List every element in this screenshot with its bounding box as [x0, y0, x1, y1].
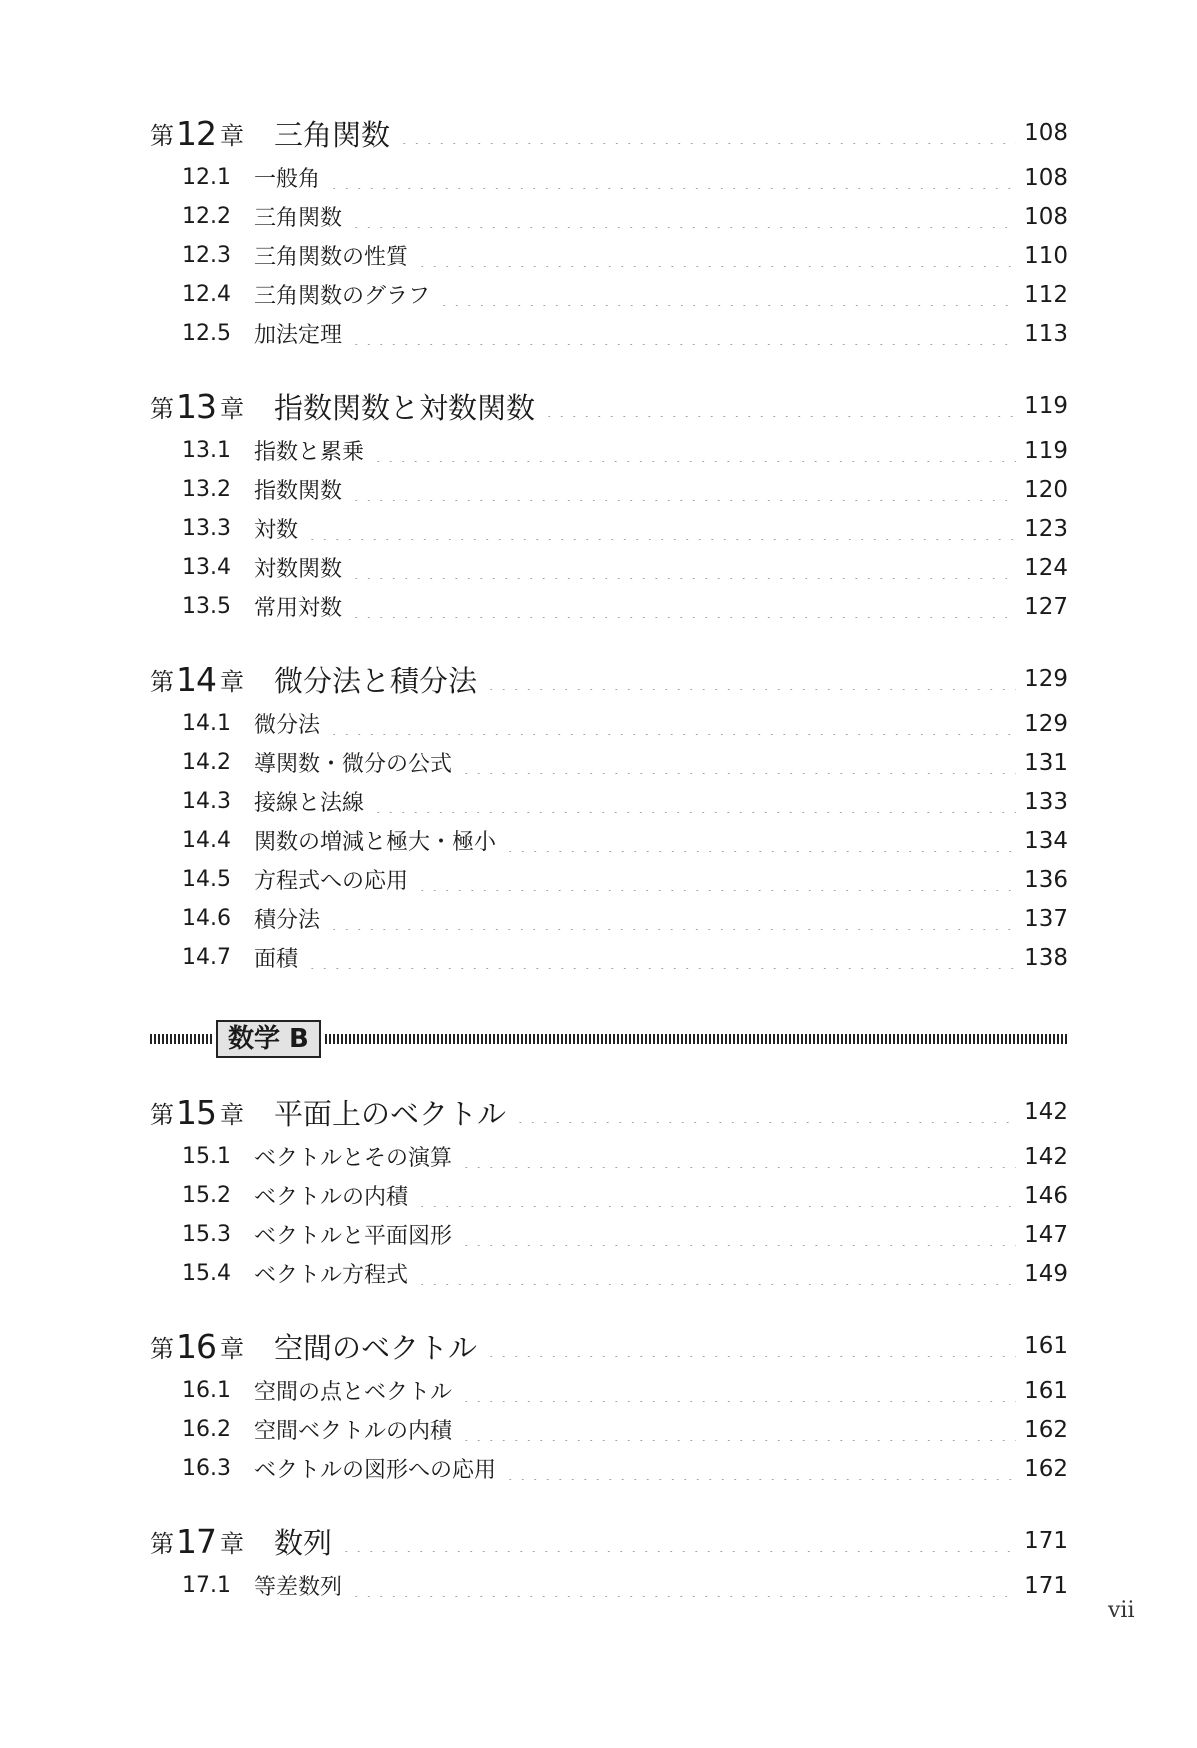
chapter-page: 129 [1024, 666, 1068, 692]
chapter-prefix: 第 [150, 394, 174, 423]
section-entry [150, 314, 1068, 353]
section-title: 一般角 [254, 167, 321, 192]
section-entry [150, 1566, 1068, 1605]
chapter-prefix: 第 [150, 1334, 174, 1363]
section-title: 接線と法線 [254, 791, 365, 816]
section-title: 等差数列 [254, 1575, 343, 1600]
section-number: 12.3 [182, 243, 231, 268]
chapter-prefix: 第 [150, 1529, 174, 1558]
section-page: 137 [1024, 905, 1068, 932]
dot-leader [306, 518, 1016, 540]
section-number: 14.2 [182, 750, 231, 775]
section-entry [150, 509, 1068, 548]
page-folio: vii [1108, 1598, 1135, 1623]
section-page: 161 [1024, 1377, 1068, 1404]
section-title: 指数と累乗 [254, 440, 365, 465]
section-page: 123 [1024, 515, 1068, 542]
chapter-prefix: 第 [150, 121, 174, 150]
section-number: 16.2 [182, 1417, 231, 1442]
section-page: 119 [1024, 437, 1068, 464]
chapter-title: 指数関数と対数関数 [274, 390, 536, 425]
section-page: 149 [1024, 1260, 1068, 1287]
section-page: 147 [1024, 1221, 1068, 1248]
chapter-page: 142 [1024, 1099, 1068, 1125]
section-page: 108 [1024, 164, 1068, 191]
dot-leader [350, 323, 1016, 345]
section-entry [150, 1215, 1068, 1254]
section-page: 113 [1024, 320, 1068, 347]
dot-leader [416, 1263, 1016, 1285]
dot-leader [485, 668, 1016, 690]
section-title: 導関数・微分の公式 [254, 752, 453, 777]
dot-leader [504, 1458, 1016, 1480]
dot-leader [543, 395, 1016, 417]
dot-leader [372, 791, 1016, 813]
chapter-title: 空間のベクトル [274, 1330, 478, 1365]
dot-leader [350, 596, 1016, 618]
chapter-number: 13 [176, 386, 216, 426]
section-entry [150, 236, 1068, 275]
section-title: 三角関数 [254, 206, 343, 231]
chapter-suffix: 章 [220, 1100, 244, 1129]
section-number: 13.3 [182, 516, 231, 541]
part-divider [150, 1019, 1068, 1059]
section-number: 16.1 [182, 1378, 231, 1403]
dot-leader [460, 752, 1016, 774]
section-title: 関数の増減と極大・極小 [254, 830, 497, 855]
section-number: 15.4 [182, 1261, 231, 1286]
section-title: 面積 [254, 947, 299, 972]
section-entry [150, 587, 1068, 626]
section-number: 14.4 [182, 828, 231, 853]
section-title: 常用対数 [254, 596, 343, 621]
chapter-page: 108 [1024, 120, 1068, 146]
dot-leader [504, 830, 1016, 852]
dot-leader [340, 1530, 1016, 1552]
section-title: ベクトルの図形への応用 [254, 1458, 497, 1483]
section-entry [150, 197, 1068, 236]
chapter-block [150, 1087, 1068, 1293]
chapter-title: 三角関数 [274, 117, 391, 152]
section-number: 12.5 [182, 321, 231, 346]
dot-leader [372, 440, 1016, 462]
chapter-block [150, 381, 1068, 626]
chapter-heading [150, 381, 1068, 431]
chapter-suffix: 章 [220, 667, 244, 696]
section-entry [150, 1410, 1068, 1449]
section-page: 110 [1024, 242, 1068, 269]
section-entry [150, 1176, 1068, 1215]
dot-leader [328, 908, 1016, 930]
section-number: 12.1 [182, 165, 231, 190]
section-entry [150, 275, 1068, 314]
section-number: 15.1 [182, 1144, 231, 1169]
section-number: 14.3 [182, 789, 231, 814]
toc-group-b [150, 1087, 1068, 1605]
chapter-heading [150, 108, 1068, 158]
section-title: ベクトルの内積 [254, 1185, 409, 1210]
section-entry [150, 1371, 1068, 1410]
section-title: 空間ベクトルの内積 [254, 1419, 453, 1444]
section-page: 129 [1024, 710, 1068, 737]
section-page: 133 [1024, 788, 1068, 815]
section-title: 加法定理 [254, 323, 343, 348]
chapter-suffix: 章 [220, 1334, 244, 1363]
section-number: 12.4 [182, 282, 231, 307]
part-label: 数学 B [216, 1020, 321, 1058]
dot-leader [438, 284, 1016, 306]
chapter-number: 16 [176, 1326, 216, 1366]
section-number: 14.6 [182, 906, 231, 931]
section-entry [150, 899, 1068, 938]
part-rule-right [325, 1034, 1068, 1044]
section-number: 17.1 [182, 1573, 231, 1598]
section-number: 14.5 [182, 867, 231, 892]
chapter-heading [150, 654, 1068, 704]
section-title: 方程式への応用 [254, 869, 409, 894]
section-page: 131 [1024, 749, 1068, 776]
chapter-heading [150, 1516, 1068, 1566]
section-title: ベクトル方程式 [254, 1263, 409, 1288]
section-title: 積分法 [254, 908, 321, 933]
section-entry [150, 782, 1068, 821]
section-title: 指数関数 [254, 479, 343, 504]
section-title: ベクトルとその演算 [254, 1146, 453, 1171]
chapter-block [150, 654, 1068, 977]
chapter-block [150, 108, 1068, 353]
section-number: 13.5 [182, 594, 231, 619]
chapter-prefix: 第 [150, 1100, 174, 1129]
dot-leader [350, 557, 1016, 579]
dot-leader [328, 167, 1016, 189]
section-entry [150, 158, 1068, 197]
section-page: 142 [1024, 1143, 1068, 1170]
table-of-contents [150, 108, 1068, 1633]
section-page: 162 [1024, 1416, 1068, 1443]
section-number: 13.4 [182, 555, 231, 580]
section-entry [150, 821, 1068, 860]
section-page: 146 [1024, 1182, 1068, 1209]
chapter-title: 微分法と積分法 [274, 663, 478, 698]
chapter-prefix: 第 [150, 667, 174, 696]
chapter-page: 119 [1024, 393, 1068, 419]
section-title: 空間の点とベクトル [254, 1380, 453, 1405]
section-entry [150, 1449, 1068, 1488]
part-rule-left [150, 1034, 212, 1044]
dot-leader [460, 1380, 1016, 1402]
chapter-number: 14 [176, 659, 216, 699]
dot-leader [460, 1146, 1016, 1168]
dot-leader [328, 713, 1016, 735]
section-title: 対数 [254, 518, 299, 543]
section-number: 14.1 [182, 711, 231, 736]
section-entry [150, 860, 1068, 899]
section-title: ベクトルと平面図形 [254, 1224, 453, 1249]
chapter-page: 171 [1024, 1528, 1068, 1554]
dot-leader [460, 1419, 1016, 1441]
section-page: 134 [1024, 827, 1068, 854]
section-number: 13.1 [182, 438, 231, 463]
section-page: 108 [1024, 203, 1068, 230]
section-entry [150, 743, 1068, 782]
chapter-title: 数列 [274, 1525, 333, 1560]
section-entry [150, 938, 1068, 977]
dot-leader [460, 1224, 1016, 1246]
section-number: 13.2 [182, 477, 231, 502]
section-entry [150, 704, 1068, 743]
dot-leader [514, 1101, 1016, 1123]
section-number: 15.2 [182, 1183, 231, 1208]
section-number: 15.3 [182, 1222, 231, 1247]
chapter-heading [150, 1321, 1068, 1371]
section-title: 三角関数のグラフ [254, 284, 431, 309]
chapter-suffix: 章 [220, 121, 244, 150]
chapter-title: 平面上のベクトル [274, 1096, 507, 1131]
section-page: 171 [1024, 1572, 1068, 1599]
section-entry [150, 1137, 1068, 1176]
section-title: 三角関数の性質 [254, 245, 409, 270]
section-entry [150, 548, 1068, 587]
chapter-page: 161 [1024, 1333, 1068, 1359]
dot-leader [350, 206, 1016, 228]
chapter-suffix: 章 [220, 1529, 244, 1558]
chapter-heading [150, 1087, 1068, 1137]
chapter-block [150, 1321, 1068, 1488]
section-number: 12.2 [182, 204, 231, 229]
chapter-number: 12 [176, 113, 216, 153]
dot-leader [416, 869, 1016, 891]
dot-leader [416, 1185, 1016, 1207]
section-title: 微分法 [254, 713, 321, 738]
toc-group-a [150, 108, 1068, 977]
section-title: 対数関数 [254, 557, 343, 582]
chapter-number: 17 [176, 1521, 216, 1561]
chapter-number: 15 [176, 1092, 216, 1132]
section-number: 16.3 [182, 1456, 231, 1481]
dot-leader [350, 1575, 1016, 1597]
section-page: 162 [1024, 1455, 1068, 1482]
section-entry [150, 470, 1068, 509]
dot-leader [416, 245, 1016, 267]
section-page: 120 [1024, 476, 1068, 503]
section-entry [150, 1254, 1068, 1293]
section-page: 138 [1024, 944, 1068, 971]
section-number: 14.7 [182, 945, 231, 970]
dot-leader [306, 947, 1016, 969]
section-page: 127 [1024, 593, 1068, 620]
section-page: 136 [1024, 866, 1068, 893]
section-page: 124 [1024, 554, 1068, 581]
dot-leader [398, 122, 1016, 144]
chapter-block [150, 1516, 1068, 1605]
chapter-suffix: 章 [220, 394, 244, 423]
dot-leader [350, 479, 1016, 501]
section-page: 112 [1024, 281, 1068, 308]
section-entry [150, 431, 1068, 470]
dot-leader [485, 1335, 1016, 1357]
